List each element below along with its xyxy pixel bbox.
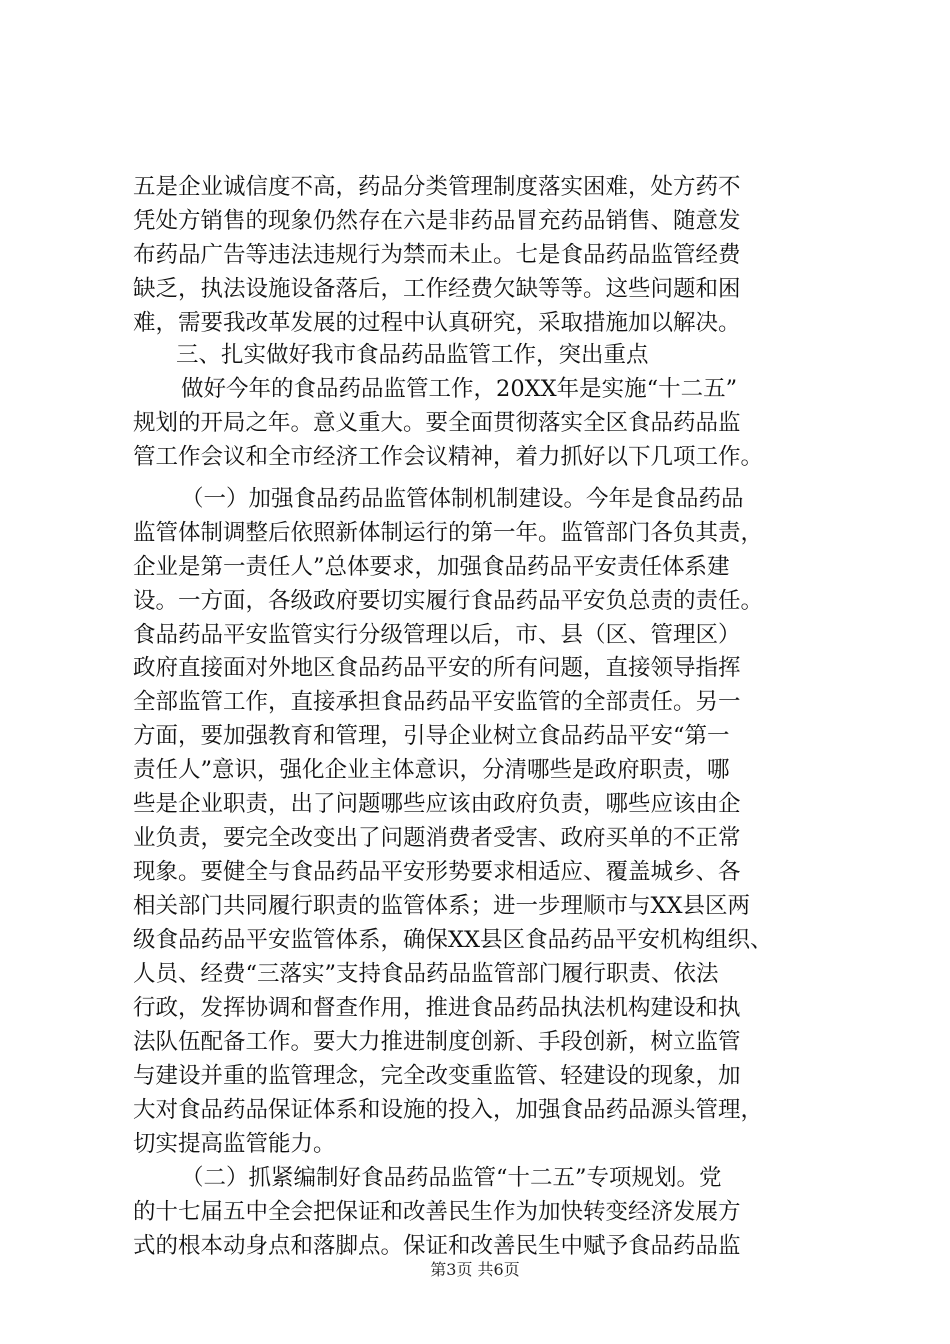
body-text-line: 缺乏，执法设施设备落后，工作经费欠缺等等。这些问题和困 <box>133 276 741 302</box>
body-text-line: 切实提高监管能力。 <box>133 1131 336 1157</box>
page-number-footer: 第3页 共6页 <box>430 1260 520 1279</box>
body-text-line: 食品药品平安监管实行分级管理以后，市、县（区、管理区） <box>133 622 741 648</box>
body-text-line: 的十七届五中全会把保证和改善民生作为加快转变经济发展方 <box>133 1199 741 1225</box>
body-text-line: 方面，要加强教育和管理，引导企业树立食品药品平安“第一 <box>133 723 730 749</box>
body-text-line: 设。一方面，各级政府要切实履行食品药品平安负总责的责任。 <box>133 588 764 614</box>
body-text-line: 式的根本动身点和落脚点。保证和改善民生中赋予食品药品监 <box>133 1233 741 1259</box>
body-text-line: 大对食品药品保证体系和设施的投入，加强食品药品源头管理， <box>133 1097 764 1123</box>
body-text-line: 人员、经费“三落实”支持食品药品监管部门履行职责、依法 <box>133 961 719 987</box>
body-text-line: 全部监管工作，直接承担食品药品平安监管的全部责任。另一 <box>133 689 741 715</box>
section-heading: 三、扎实做好我市食品药品监管工作，突出重点 <box>176 342 649 368</box>
body-text-line: 些是企业职责，出了问题哪些应该由政府负责，哪些应该由企 <box>133 791 741 817</box>
body-text-line: 规划的开局之年。意义重大。要全面贯彻落实全区食品药品监 <box>133 410 741 436</box>
body-text-line: 现象。要健全与食品药品平安形势要求相适应、覆盖城乡、各 <box>133 859 741 885</box>
body-text-line: 监管体制调整后依照新体制运行的第一年。监管部门各负其责， <box>133 520 764 546</box>
body-text-line: 难，需要我改革发展的过程中认真研究，采取措施加以解决。 <box>133 310 741 336</box>
body-text-line: 责任人”意识，强化企业主体意识，分清哪些是政府职责，哪 <box>133 757 730 783</box>
body-text-line: 布药品广告等违法违规行为禁而未止。七是食品药品监管经费 <box>133 242 741 268</box>
body-text-line: 五是企业诚信度不高，药品分类管理制度落实困难，处方药不 <box>133 174 741 200</box>
body-text-line: （二）抓紧编制好食品药品监管“十二五”专项规划。党 <box>181 1165 722 1191</box>
body-text-line: 与建设并重的监管理念，完全改变重监管、轻建设的现象，加 <box>133 1063 741 1089</box>
body-text-line: 做好今年的食品药品监管工作，20XX年是实施“十二五” <box>181 376 738 402</box>
body-text-line: 法队伍配备工作。要大力推进制度创新、手段创新，树立监管 <box>133 1029 741 1055</box>
body-text-line: 相关部门共同履行职责的监管体系；进一步理顺市与XX县区两 <box>133 893 751 919</box>
body-text-line: 管工作会议和全市经济工作会议精神，着力抓好以下几项工作。 <box>133 444 764 470</box>
body-text-line: 级食品药品平安监管体系，确保XX县区食品药品平安机构组织、 <box>133 927 773 953</box>
body-text-line: 政府直接面对外地区食品药品平安的所有问题，直接领导指挥 <box>133 655 741 681</box>
body-text-line: 凭处方销售的现象仍然存在六是非药品冒充药品销售、随意发 <box>133 208 741 234</box>
body-text-line: 业负责，要完全改变出了问题消费者受害、政府买单的不正常 <box>133 825 741 851</box>
body-text-line: （一）加强食品药品监管体制机制建设。今年是食品药品 <box>181 486 744 512</box>
body-text-line: 行政，发挥协调和督查作用，推进食品药品执法机构建设和执 <box>133 995 741 1021</box>
body-text-line: 企业是第一责任人”总体要求，加强食品药品平安责任体系建 <box>133 554 730 580</box>
